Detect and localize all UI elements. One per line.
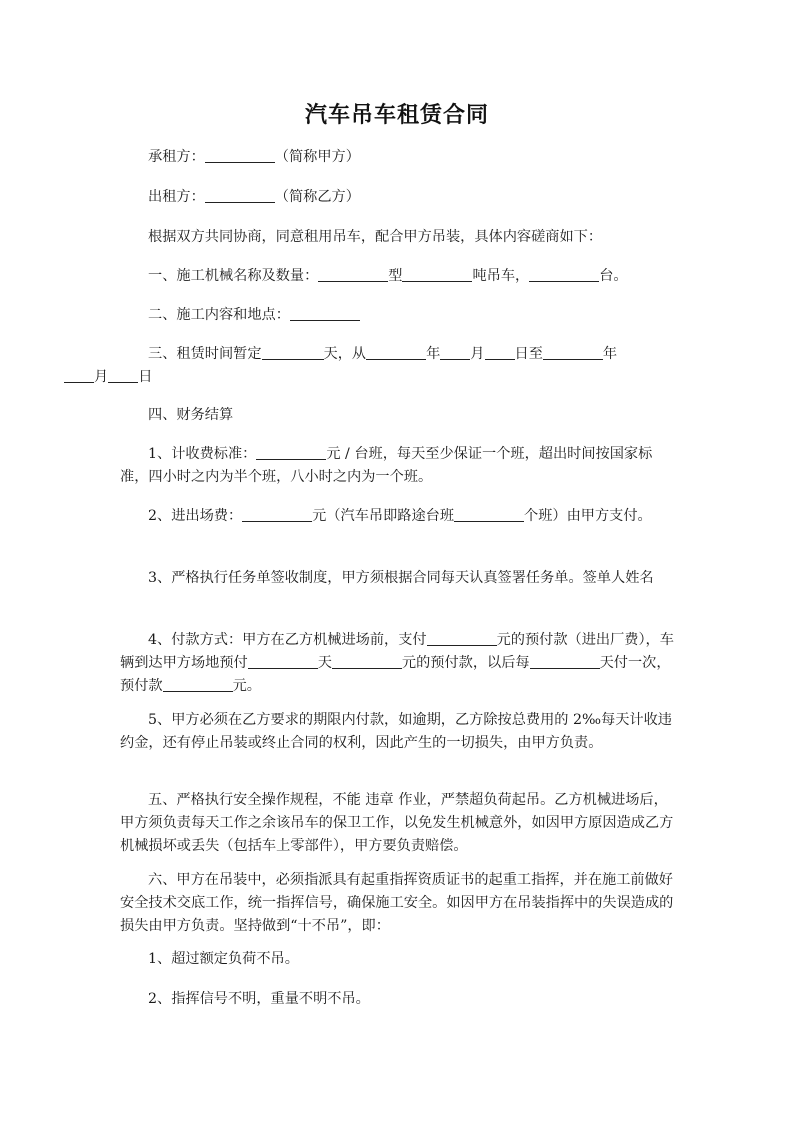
day-to-label: 日至 <box>514 346 543 362</box>
days-blank[interactable] <box>262 344 324 360</box>
clause-2-label: 二、施工内容和地点： <box>148 307 290 323</box>
end-year-blank[interactable] <box>543 344 603 360</box>
clause-3-label: 三、租赁时间暂定 <box>148 346 262 362</box>
end-month-blank[interactable] <box>64 367 94 383</box>
document-title: 汽车吊车租赁合同 <box>304 102 489 128</box>
clause-3 <box>94 343 680 389</box>
year-label: 年 <box>426 346 441 362</box>
item-1-label: 1、计收费标准： <box>148 446 257 462</box>
end-year-label: 年 <box>602 346 618 362</box>
item-1-text: 元 / 台班，每天至少保证一个班，超出时间按国家标准，四小时之内为半个班，八小时之内为一个班。 <box>120 446 653 485</box>
end-day-blank[interactable] <box>108 367 138 383</box>
clause-5-safety: 五、严格执行安全操作规程，不能 违章 作业，严禁超负荷起吊。乙方机械进场后，甲方须负责每天工作之余该吊车的保卫工作，以免发生机械意外，如因甲方原因造成乙方机械损坏或丢失（包括车上零部件），甲方要负责赔偿。 <box>120 792 674 854</box>
item-2-label: 2、进出场费： <box>148 508 243 524</box>
clause-1 <box>120 265 680 288</box>
start-year-blank[interactable] <box>366 344 426 360</box>
item-5-late-payment: 5、甲方必须在乙方要求的期限内付款，如逾期，乙方除按总费用的 2‰每天计收违约金，还有停止吊装或终止合同的权利，因此产生的一切损失，由甲方负责。 <box>120 712 672 751</box>
clause-1-type: 型 <box>388 268 403 284</box>
clause-1-unit: 台。 <box>599 268 628 284</box>
item-4-text-e: 天付一次，预付款 <box>120 655 671 694</box>
clause-1-label: 一、施工机械名称及数量： <box>148 268 319 284</box>
clause-1-crane: 吨吊车， <box>472 268 530 284</box>
model-blank[interactable] <box>318 266 388 282</box>
lessor-suffix: （简称乙方） <box>274 189 360 205</box>
fee-blank[interactable] <box>256 444 326 460</box>
lessee-blank[interactable] <box>205 147 275 163</box>
end-month-label: 月 <box>94 369 109 385</box>
entry-fee-blank[interactable] <box>242 506 312 522</box>
start-day-blank[interactable] <box>485 344 515 360</box>
lessee-line <box>120 146 680 169</box>
item-2-entry-fee <box>120 505 680 528</box>
item-1-fee-standard <box>120 443 680 489</box>
item-4-text-c: 天 <box>317 655 332 671</box>
end-day-label: 日 <box>138 369 153 385</box>
location-blank[interactable] <box>290 305 360 321</box>
lessee-label: 承租方： <box>148 149 205 165</box>
intro-paragraph: 根据双方共同协商，同意租用吊车，配合甲方吊装，具体内容磋商如下： <box>148 229 603 245</box>
rule-1: 1、超过额定负荷不吊。 <box>148 951 299 967</box>
item-4-label: 4、付款方式：甲方在乙方机械进场前，支付 <box>148 632 427 648</box>
item-2-tail: 个班）由甲方支付。 <box>524 508 652 524</box>
start-month-blank[interactable] <box>440 344 470 360</box>
item-4-text-f: 元。 <box>232 678 261 694</box>
tonnage-blank[interactable] <box>402 266 472 282</box>
lessor-label: 出租方： <box>148 189 205 205</box>
lessee-suffix: （简称甲方） <box>274 149 360 165</box>
item-4-payment <box>120 629 680 698</box>
item-4-text-d: 元的预付款，以后每 <box>401 655 530 671</box>
shift-count-blank[interactable] <box>454 506 524 522</box>
prepay-amount-blank[interactable] <box>332 653 402 669</box>
periodic-amount-blank[interactable] <box>163 676 233 692</box>
prepay-days-blank[interactable] <box>248 653 318 669</box>
item-4-text-b: 元的预付款（进出厂费），车辆到达甲方场地预付 <box>120 632 674 671</box>
clause-6-lifting-command: 六、甲方在吊装中，必须指派具有起重指挥资质证书的起重工指挥，并在施工前做好安全技术交底工作，统一指挥信号，确保施工安全。如因甲方在吊装指挥中的失误造成的损失由甲方负责。坚持做到“十不吊”，即： <box>120 872 674 934</box>
clause-3-from: 天，从 <box>323 346 367 362</box>
rule-2: 2、指挥信号不明，重量不明不吊。 <box>148 991 370 1007</box>
clause-2 <box>120 304 680 327</box>
prepay-blank[interactable] <box>427 630 497 646</box>
item-2-text: 元（汽车吊即路途台班 <box>312 508 455 524</box>
clause-4-heading: 四、财务结算 <box>148 407 234 423</box>
interval-days-blank[interactable] <box>530 653 600 669</box>
lessor-blank[interactable] <box>205 187 275 203</box>
lessor-line <box>120 186 680 209</box>
item-3-task-order: 3、严格执行任务单签收制度，甲方须根据合同每天认真签署任务单。签单人姓名 <box>148 570 654 586</box>
month-label: 月 <box>470 346 485 362</box>
quantity-blank[interactable] <box>529 266 599 282</box>
